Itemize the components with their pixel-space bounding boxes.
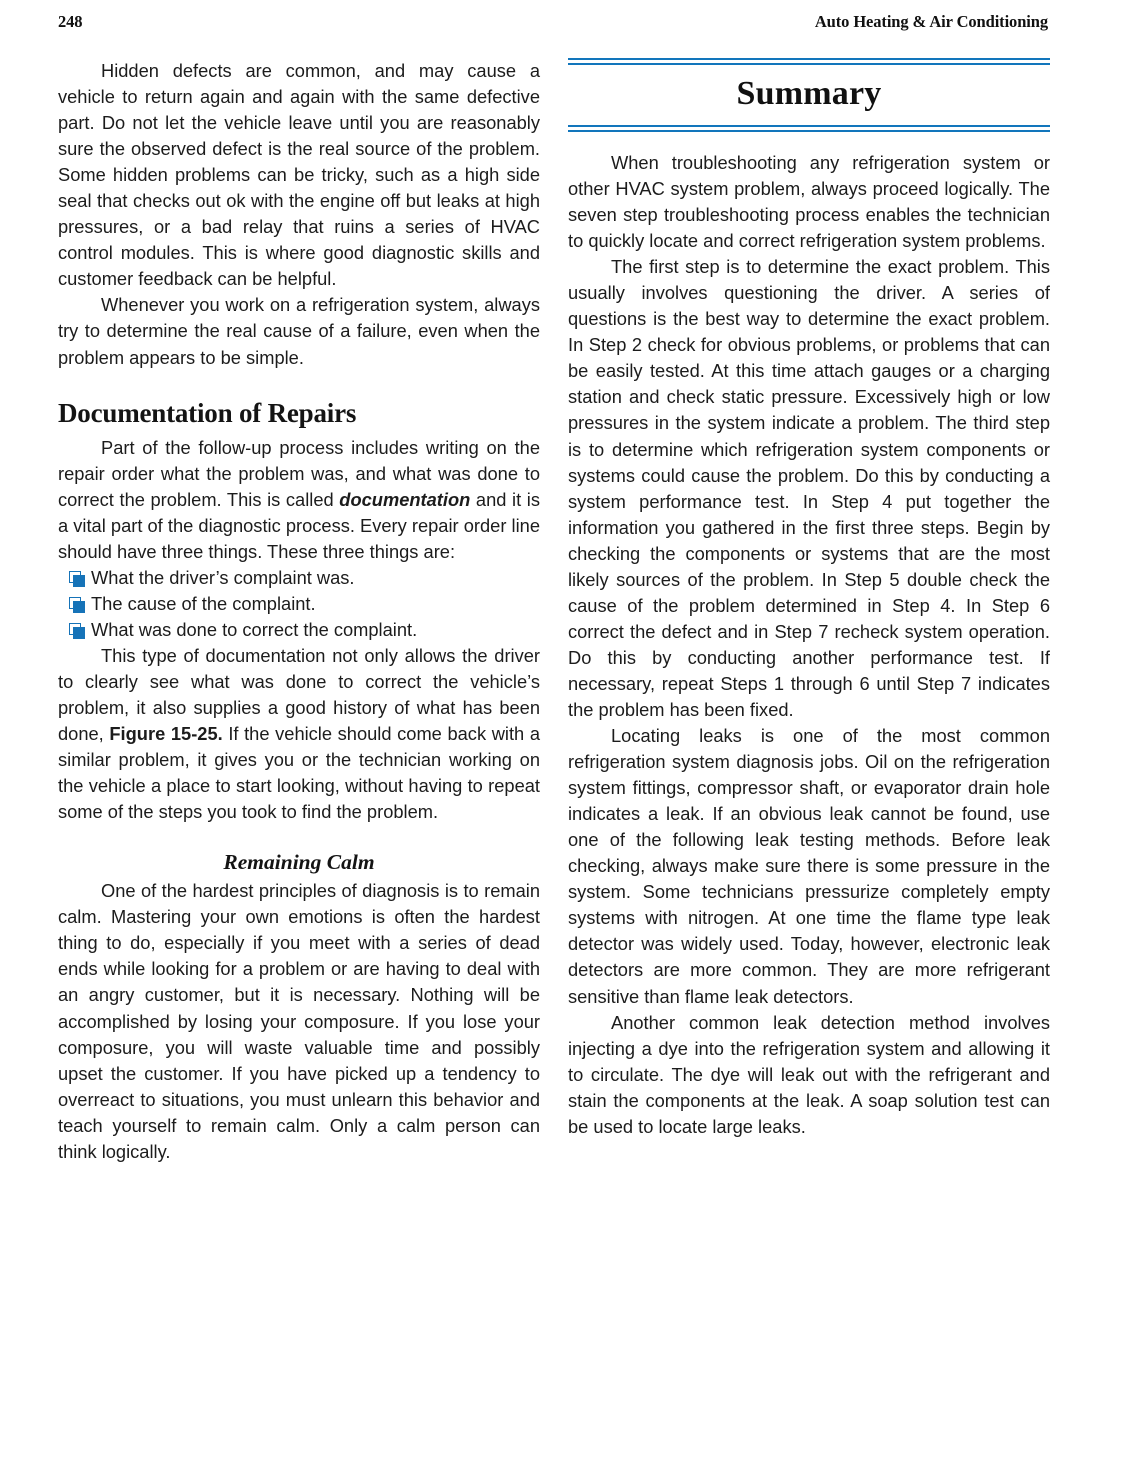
- paragraph-summary-troubleshooting: When troubleshooting any refrigeration system or other HVAC system problem, always proceed logically. The seven step troubleshooting process enables the technician to quickly locate and correct refrigeration system problems.: [568, 152, 1050, 252]
- book-title: Auto Heating & Air Conditioning: [814, 12, 1048, 31]
- subheading-remaining-calm: Remaining Calm: [223, 850, 375, 875]
- repair-order-checklist: [58, 565, 540, 643]
- running-head: [58, 12, 1048, 36]
- rule-below-summary: [568, 125, 1050, 132]
- paragraph-whenever-you-work: Whenever you work on a refrigeration system, always try to determine the real cause of a failure, even when the problem appears to be simple.: [58, 294, 540, 368]
- right-column: [568, 58, 1050, 1137]
- paragraph-summary-locating-leaks: Locating leaks is one of the most common refrigeration system diagnosis jobs. Oil on the refrigeration system fittings, compressor shaft, or evaporator drain hole indicates a leak. If an obvious leak cannot be found, use one of the following leak testing methods. Before leak checking, always make sure there is some pressure in the system. Some technicians pressurize completely empty systems with nitrogen. At one time the flame type leak detector was widely used. Today, however, electronic leak detectors are more common. They are more refrigerant sensitive than flame leak detectors.: [568, 725, 1050, 1007]
- rule-above-summary: [568, 58, 1050, 65]
- left-column: [58, 58, 541, 1162]
- paragraph-documentation-definition: [58, 435, 540, 565]
- open-square-bullet-icon: [69, 623, 81, 635]
- list-item: [58, 617, 540, 643]
- doc-text-part1: Part of the follow-up process includes writing on the repair order what the problem was, and what was done to correct the problem. This is called: [58, 436, 540, 510]
- heading-documentation-of-repairs: Documentation of Repairs: [58, 397, 357, 428]
- paragraph-hidden-defects: Hidden defects are common, and may cause a vehicle to return again and again with the same defective part. Do not let the vehicle leave until you are reasonably sure the observed defect is the real source of the problem. Some hidden problems can be tricky, such as a high side seal that checks out ok with the engine off but leaks at high pressures, or a bad relay that ruins a series of HVAC control modules. This is where good diagnostic skills and customer feedback can be helpful.: [58, 60, 540, 290]
- list-item-label: The cause of the complaint.: [91, 592, 316, 614]
- heading-summary: Summary: [736, 75, 882, 112]
- paragraph-summary-dye-method: Another common leak detection method involves injecting a dye into the refrigeration system and allowing it to circulate. The dye will leak out with the refrigerant and stain the components at the leak. A soap solution test can be used to locate large leaks.: [568, 1011, 1050, 1137]
- two-column-body: [58, 58, 1050, 1162]
- list-item-label: What the driver’s complaint was.: [91, 566, 355, 588]
- paragraph-remaining-calm: One of the hardest principles of diagnosis is to remain calm. Mastering your own emotions is often the hardest thing to do, especially if you meet with a series of dead ends while looking for a problem or are having to deal with an angry customer, but it is necessary. Nothing will be accomplished by losing your composure. If you lose your composure, you will waste valuable time and possibly upset the customer. If you have picked up a tendency to overreact to situations, you must unlearn this behavior and teach yourself to remain calm. Only a calm person can think logically.: [58, 880, 540, 1162]
- list-item-label: What was done to correct the complaint.: [91, 618, 418, 640]
- term-documentation: documentation: [339, 488, 471, 510]
- figure-reference: Figure 15-25.: [109, 723, 223, 745]
- paragraph-documentation-followup: [58, 643, 540, 825]
- followup-text-part2: If the vehicle should come back with a similar problem, it gives you or the technician working on the vehicle a place to start looking, without having to repeat some of the steps you took to find the problem.: [58, 723, 541, 823]
- followup-text-part1: This type of documentation not only allows the driver to clearly see what was done to correct the vehicle’s problem, it also supplies a good history of what has been done,: [58, 644, 540, 745]
- doc-text-part2: and it is a vital part of the diagnostic process. Every repair order line should have three things. These three things are:: [58, 488, 540, 562]
- list-item: [58, 591, 540, 617]
- list-item: [58, 565, 540, 591]
- open-square-bullet-icon: [69, 571, 81, 583]
- page-number: 248: [58, 12, 83, 31]
- paragraph-summary-seven-steps: The first step is to determine the exact problem. This usually involves questioning the driver. A series of questions is the best way to determine the exact problem. In Step 2 check for obvious problems, or problems that can be easily tested. At this time attach gauges or a charging station and check static pressure. Excessively high or low pressures in the system indicate a problem. The third step is to determine which refrigeration system components or systems could cause the problem. Do this by conducting a system performance test. In Step 4 put together the information you gathered in the first three steps. Begin by checking the components or systems that are the most likely sources of the problem. In Step 5 double check the cause of the problem determined in Step 4. In Step 6 correct the defect and in Step 7 recheck system operation. Do this by conducting another performance test. If necessary, repeat Steps 1 through 6 until Step 7 indicates the problem has been fixed.: [568, 256, 1050, 720]
- open-square-bullet-icon: [69, 597, 81, 609]
- summary-banner: [568, 58, 1050, 132]
